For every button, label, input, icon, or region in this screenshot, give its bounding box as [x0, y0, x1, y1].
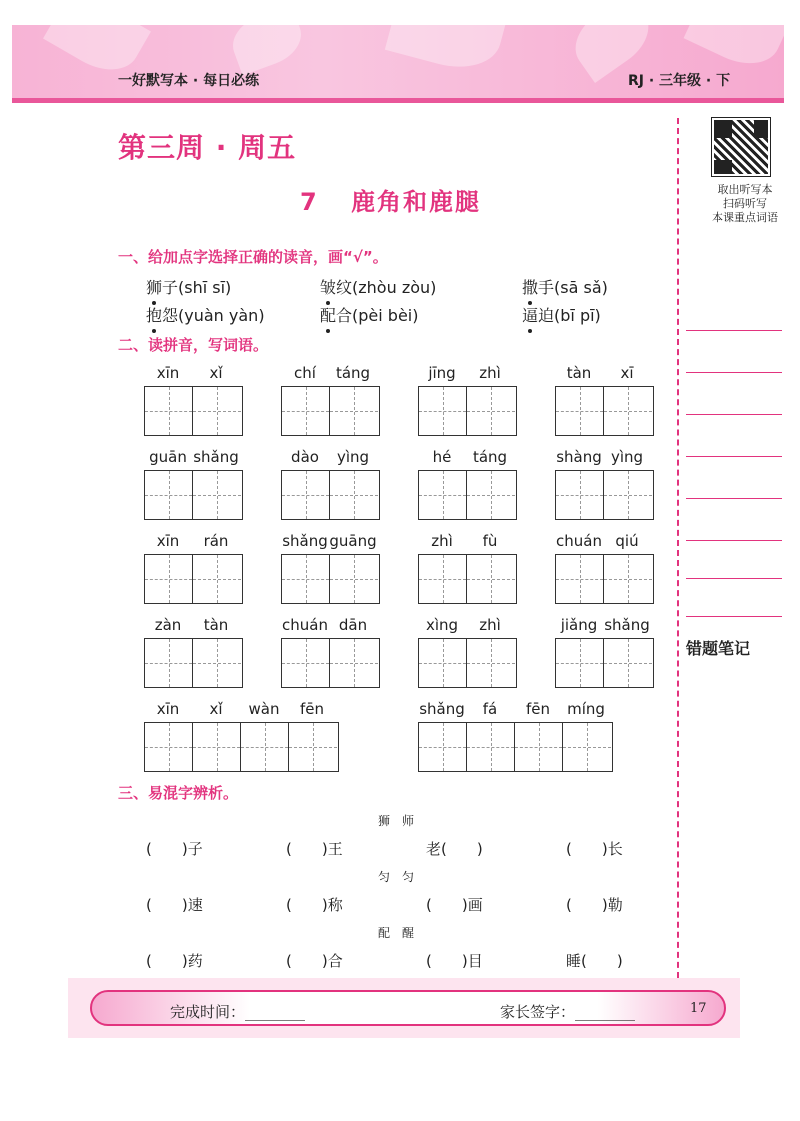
- margin-divider: [677, 118, 679, 988]
- blank-3-4[interactable]: 睡( ): [566, 952, 623, 970]
- note-line[interactable]: [686, 540, 782, 541]
- pinyin-label: xīn: [156, 532, 180, 550]
- grid-cell[interactable]: [282, 639, 330, 687]
- pinyin-label: xǐ: [209, 700, 223, 718]
- grid-cell[interactable]: [193, 471, 241, 519]
- grid-cell[interactable]: [419, 387, 467, 435]
- pinyin-label: yìng: [336, 448, 370, 466]
- writing-grid[interactable]: [555, 470, 654, 520]
- lesson-number: 7: [300, 188, 319, 216]
- pinyin-label: zhì: [479, 364, 501, 382]
- pinyin-label: shǎng: [193, 448, 239, 466]
- pinyin-label: chuán: [556, 532, 602, 550]
- s1-item-5: 配合(pèi bèi): [320, 303, 418, 326]
- pinyin-label: xīn: [156, 364, 180, 382]
- grid-cell[interactable]: [282, 387, 330, 435]
- writing-grid[interactable]: [144, 386, 243, 436]
- pinyin-label: yìng: [610, 448, 644, 466]
- grid-cell[interactable]: [419, 723, 467, 771]
- note-line[interactable]: [686, 456, 782, 457]
- page-number: 17: [690, 1001, 707, 1016]
- grid-cell[interactable]: [515, 723, 563, 771]
- pinyin-label: xīn: [156, 700, 180, 718]
- grid-cell[interactable]: [145, 555, 193, 603]
- grid-cell[interactable]: [145, 639, 193, 687]
- writing-grid[interactable]: [555, 386, 654, 436]
- pinyin-label: shǎng: [419, 700, 465, 718]
- header-right-text: RJ · 三年级 · 下: [628, 73, 731, 89]
- grid-cell[interactable]: [467, 555, 515, 603]
- header-bar: [12, 98, 784, 103]
- writing-grid[interactable]: [281, 470, 380, 520]
- parent-signature-field[interactable]: 家长签字：________: [500, 1003, 636, 1021]
- grid-cell[interactable]: [145, 387, 193, 435]
- writing-grid[interactable]: [281, 554, 380, 604]
- writing-grid[interactable]: [555, 638, 654, 688]
- grid-cell[interactable]: [419, 471, 467, 519]
- pinyin-label: zhì: [431, 532, 453, 550]
- qr-text-3: 本课重点词语: [712, 211, 778, 224]
- writing-grid[interactable]: [418, 470, 517, 520]
- grid-cell[interactable]: [330, 387, 378, 435]
- grid-cell[interactable]: [467, 387, 515, 435]
- writing-grid[interactable]: [144, 722, 339, 772]
- page-title: 第三周 · 周五: [118, 131, 297, 164]
- pinyin-label: zhì: [479, 616, 501, 634]
- grid-cell[interactable]: [145, 723, 193, 771]
- writing-grid[interactable]: [418, 386, 517, 436]
- note-line[interactable]: [686, 498, 782, 499]
- blank-1-2[interactable]: ( )王: [286, 840, 343, 858]
- grid-cell[interactable]: [467, 639, 515, 687]
- pinyin-label: fēn: [525, 700, 551, 718]
- blank-1-3[interactable]: 老( ): [426, 840, 483, 858]
- qr-text-2: 扫码听写: [723, 197, 767, 210]
- pinyin-label: tàn: [566, 364, 592, 382]
- pinyin-label: xìng: [425, 616, 459, 634]
- s1-item-2: 皱纹(zhòu zòu): [320, 275, 436, 298]
- pinyin-label: fēn: [299, 700, 325, 718]
- grid-cell[interactable]: [193, 723, 241, 771]
- note-line[interactable]: [686, 372, 782, 373]
- grid-cell[interactable]: [419, 639, 467, 687]
- note-line[interactable]: [686, 616, 782, 617]
- section3-heading: 三、易混字辨析。: [118, 784, 239, 802]
- s1-item-4: 抱怨(yuàn yàn): [146, 303, 265, 326]
- section1-heading: 一、给加点字选择正确的读音，画“√”。: [118, 248, 388, 266]
- writing-grid[interactable]: [555, 554, 654, 604]
- s1-item-6: 逼迫(bī pī): [522, 303, 601, 326]
- grid-cell[interactable]: [563, 723, 611, 771]
- pinyin-label: fù: [482, 532, 498, 550]
- grid-cell[interactable]: [330, 555, 378, 603]
- writing-grid[interactable]: [281, 638, 380, 688]
- header-left-text: 一好默写本 · 每日必练: [118, 73, 260, 89]
- pinyin-label: wàn: [248, 700, 280, 718]
- grid-cell[interactable]: [604, 471, 652, 519]
- header-banner: [12, 25, 784, 103]
- pair-1: 狮 师: [378, 814, 415, 828]
- pinyin-label: guān: [149, 448, 187, 466]
- pinyin-label: rán: [203, 532, 229, 550]
- grid-cell[interactable]: [193, 639, 241, 687]
- writing-grid[interactable]: [418, 638, 517, 688]
- pinyin-label: tàn: [203, 616, 229, 634]
- pinyin-label: xī: [620, 364, 634, 382]
- pinyin-label: táng: [472, 448, 508, 466]
- pinyin-label: shǎng: [604, 616, 650, 634]
- blank-3-1[interactable]: ( )药: [146, 952, 203, 970]
- completion-time-field[interactable]: 完成时间：________: [170, 1003, 306, 1021]
- grid-cell[interactable]: [556, 471, 604, 519]
- grid-cell[interactable]: [282, 471, 330, 519]
- lesson-name: 鹿角和鹿腿: [351, 188, 482, 216]
- writing-grid[interactable]: [144, 638, 243, 688]
- qr-code-icon[interactable]: [712, 118, 770, 176]
- pinyin-label: guāng: [329, 532, 377, 550]
- grid-cell[interactable]: [241, 723, 289, 771]
- blank-2-4[interactable]: ( )勒: [566, 896, 623, 914]
- qr-text-1: 取出听写本: [717, 183, 773, 196]
- pinyin-label: dān: [338, 616, 368, 634]
- pinyin-label: fá: [482, 700, 498, 718]
- pinyin-label: chí: [294, 364, 316, 382]
- s1-item-1: 狮子(shī sī): [146, 275, 231, 298]
- pinyin-label: qiú: [615, 532, 639, 550]
- pinyin-label: zàn: [154, 616, 182, 634]
- lesson-title: [300, 182, 481, 217]
- note-line[interactable]: [686, 414, 782, 415]
- grid-cell[interactable]: [556, 387, 604, 435]
- note-line[interactable]: [686, 578, 782, 579]
- pinyin-label: xǐ: [209, 364, 223, 382]
- pinyin-label: táng: [335, 364, 371, 382]
- pair-3: 配 醒: [378, 926, 415, 940]
- blank-1-1[interactable]: ( )子: [146, 840, 203, 858]
- writing-grid[interactable]: [418, 554, 517, 604]
- grid-cell[interactable]: [556, 639, 604, 687]
- writing-grid[interactable]: [144, 470, 243, 520]
- grid-cell[interactable]: [604, 555, 652, 603]
- pinyin-label: dào: [291, 448, 319, 466]
- grid-cell[interactable]: [556, 555, 604, 603]
- blank-1-4[interactable]: ( )长: [566, 840, 623, 858]
- blank-2-1[interactable]: ( )速: [146, 896, 203, 914]
- blank-3-3[interactable]: ( )目: [426, 952, 483, 970]
- grid-cell[interactable]: [289, 723, 337, 771]
- blank-2-2[interactable]: ( )称: [286, 896, 343, 914]
- grid-cell[interactable]: [419, 555, 467, 603]
- pinyin-label: shǎng: [282, 532, 328, 550]
- blank-2-3[interactable]: ( )画: [426, 896, 483, 914]
- pinyin-label: míng: [567, 700, 605, 718]
- pinyin-label: chuán: [282, 616, 328, 634]
- pinyin-label: shàng: [556, 448, 602, 466]
- grid-cell[interactable]: [467, 723, 515, 771]
- grid-cell[interactable]: [282, 555, 330, 603]
- grid-cell[interactable]: [193, 387, 241, 435]
- grid-cell[interactable]: [330, 639, 378, 687]
- note-line[interactable]: [686, 330, 782, 331]
- section2-heading: 二、读拼音，写词语。: [118, 336, 269, 354]
- writing-grid[interactable]: [144, 554, 243, 604]
- notes-title: 错题笔记: [686, 639, 751, 658]
- grid-cell[interactable]: [604, 639, 652, 687]
- pinyin-label: jiǎng: [560, 616, 598, 634]
- grid-cell[interactable]: [467, 471, 515, 519]
- grid-cell[interactable]: [604, 387, 652, 435]
- grid-cell[interactable]: [193, 555, 241, 603]
- s1-item-3: 撒手(sā sǎ): [522, 275, 608, 298]
- writing-grid[interactable]: [281, 386, 380, 436]
- pinyin-label: hé: [432, 448, 452, 466]
- grid-cell[interactable]: [330, 471, 378, 519]
- grid-cell[interactable]: [145, 471, 193, 519]
- pinyin-label: jīng: [428, 364, 456, 382]
- pair-2: 匀 匀: [378, 870, 415, 884]
- writing-grid[interactable]: [418, 722, 613, 772]
- blank-3-2[interactable]: ( )合: [286, 952, 343, 970]
